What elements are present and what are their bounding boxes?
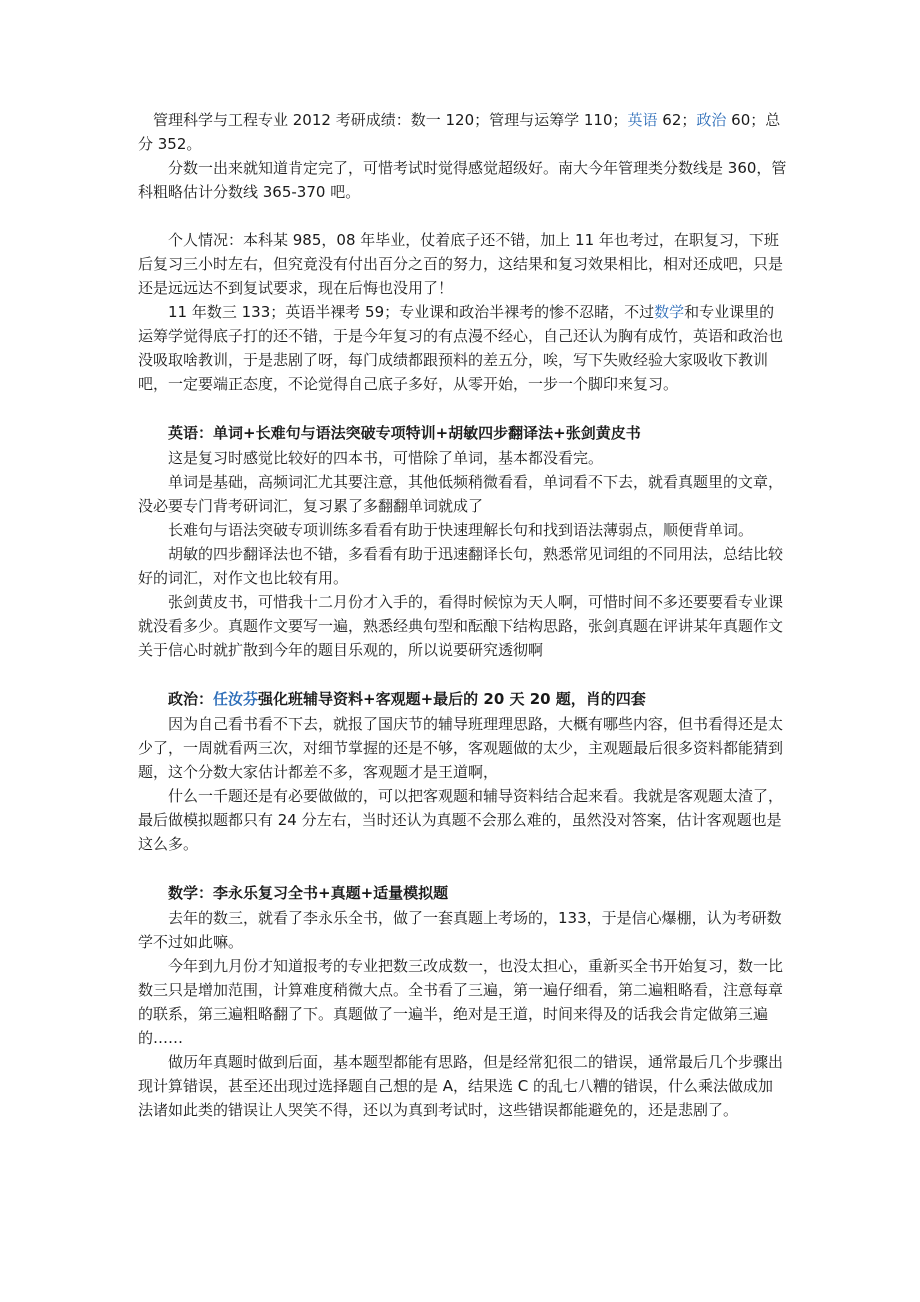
math-link[interactable]: 数学 xyxy=(654,303,685,321)
ren-rufen-link[interactable]: 任汝芬 xyxy=(213,690,259,708)
math-heading: 数学：李永乐复习全书+真题+适量模拟题 xyxy=(168,884,449,902)
english-paragraph: 胡敏的四步翻译法也不错，多看看有助于迅速翻译长句，熟悉常见词组的不同用法，总结比较好的词汇，对作文也比较有用。 xyxy=(138,545,784,587)
politics-paragraph: 因为自己看书看不下去，就报了国庆节的辅导班理理思路，大概有哪些内容，但书看得还是太少了，一周就看两三次，对细节掌握的还是不够，客观题做的太少，主观题最后很多资料都能猜到题，这个分数大家估计都差不多，客观题才是王道啊， xyxy=(138,715,784,781)
math-paragraph: 今年到九月份才知道报考的专业把数三改成数一，也没太担心，重新买全书开始复习，数一比数三只是增加范围，计算难度稍微大点。全书看了三遍，第一遍仔细看，第二遍粗略看，注意每章的联系，第三遍粗略翻了下。真题做了一遍半，绝对是王道，时间来得及的话我会肯定做第三遍的…… xyxy=(138,957,784,1047)
english-heading: 英语：单词+长难句与语法突破专项特训+胡敏四步翻译法+张剑黄皮书 xyxy=(168,424,641,442)
math-paragraph: 做历年真题时做到后面，基本题型都能有思路，但是经常犯很二的错误，通常最后几个步骤出现计算错误，甚至还出现过选择题自己想的是 A，结果选 C 的乱七八糟的错误，什么乘法做成加法诸如此类的错误让人哭笑不得，还以为真到考试时，这些错误都能避免的，还是悲剧了。 xyxy=(138,1053,784,1119)
score-comment: 分数一出来就知道肯定完了，可惜考试时觉得感觉超级好。南大今年管理类分数线是 360，管科粗略估计分数线 365-370 吧。 xyxy=(138,159,787,201)
politics-paragraph: 什么一千题还是有必要做做的，可以把客观题和辅导资料结合起来看。我就是客观题太渣了，最后做模拟题都只有 24 分左右，当时还认为真题不会那么难的，虽然没对答案，估计客观题也是这么多。 xyxy=(138,787,784,853)
english-paragraph: 长难句与语法突破专项训练多看看有助于快速理解长句和找到语法薄弱点，顺便背单词。 xyxy=(168,521,754,539)
english-paragraph: 单词是基础，高频词汇尤其要注意，其他低频稍微看看，单词看不下去，就看真题里的文章，没必要专门背考研词汇，复习累了多翻翻单词就成了 xyxy=(138,473,784,515)
english-paragraph: 这是复习时感觉比较好的四本书，可惜除了单词，基本都没看完。 xyxy=(168,449,604,467)
english-paragraph: 张剑黄皮书，可惜我十二月份才入手的，看得时候惊为天人啊，可惜时间不多还要要看专业课就没看多少。真题作文要写一遍，熟悉经典句型和酝酿下结构思路，张剑真题在评讲某年真题作文关于信心时就扩散到今年的题目乐观的，所以说要研究透彻啊 xyxy=(138,593,784,659)
politics-link[interactable]: 政治 xyxy=(696,111,727,129)
personal-situation: 个人情况：本科某 985，08 年毕业，仗着底子还不错，加上 11 年也考过，在职复习，下班后复习三小时左右，但究竟没有付出百分之百的努力，这结果和复习效果相比，相对还成吧，只是还是远远达不到复试要求，现在后悔也没用了！ xyxy=(138,231,784,297)
document-body xyxy=(138,108,788,1122)
score-paragraph: 管理科学与工程专业 2012 考研成绩：数一 120；管理与运筹学 110；英语 62；政治 60；总分 352。 xyxy=(138,111,781,153)
english-link[interactable]: 英语 xyxy=(627,111,658,129)
politics-heading: 政治：任汝芬强化班辅导资料+客观题+最后的 20 天 20 题，肖的四套 xyxy=(168,690,646,708)
last-year-scores: 11 年数三 133；英语半裸考 59；专业课和政治半裸考的惨不忍睹，不过数学和专业课里的运筹学觉得底子打的还不错，于是今年复习的有点漫不经心，自己还认为胸有成竹，英语和政治也没吸取啥教训，于是悲剧了呀，每门成绩都跟预料的差五分，唉，写下失败经验大家吸收下教训吧，一定要端正态度，不论觉得自己底子多好，从零开始，一步一个脚印来复习。 xyxy=(138,303,784,393)
math-paragraph: 去年的数三，就看了李永乐全书，做了一套真题上考场的，133，于是信心爆棚，认为考研数学不过如此嘛。 xyxy=(138,909,782,951)
